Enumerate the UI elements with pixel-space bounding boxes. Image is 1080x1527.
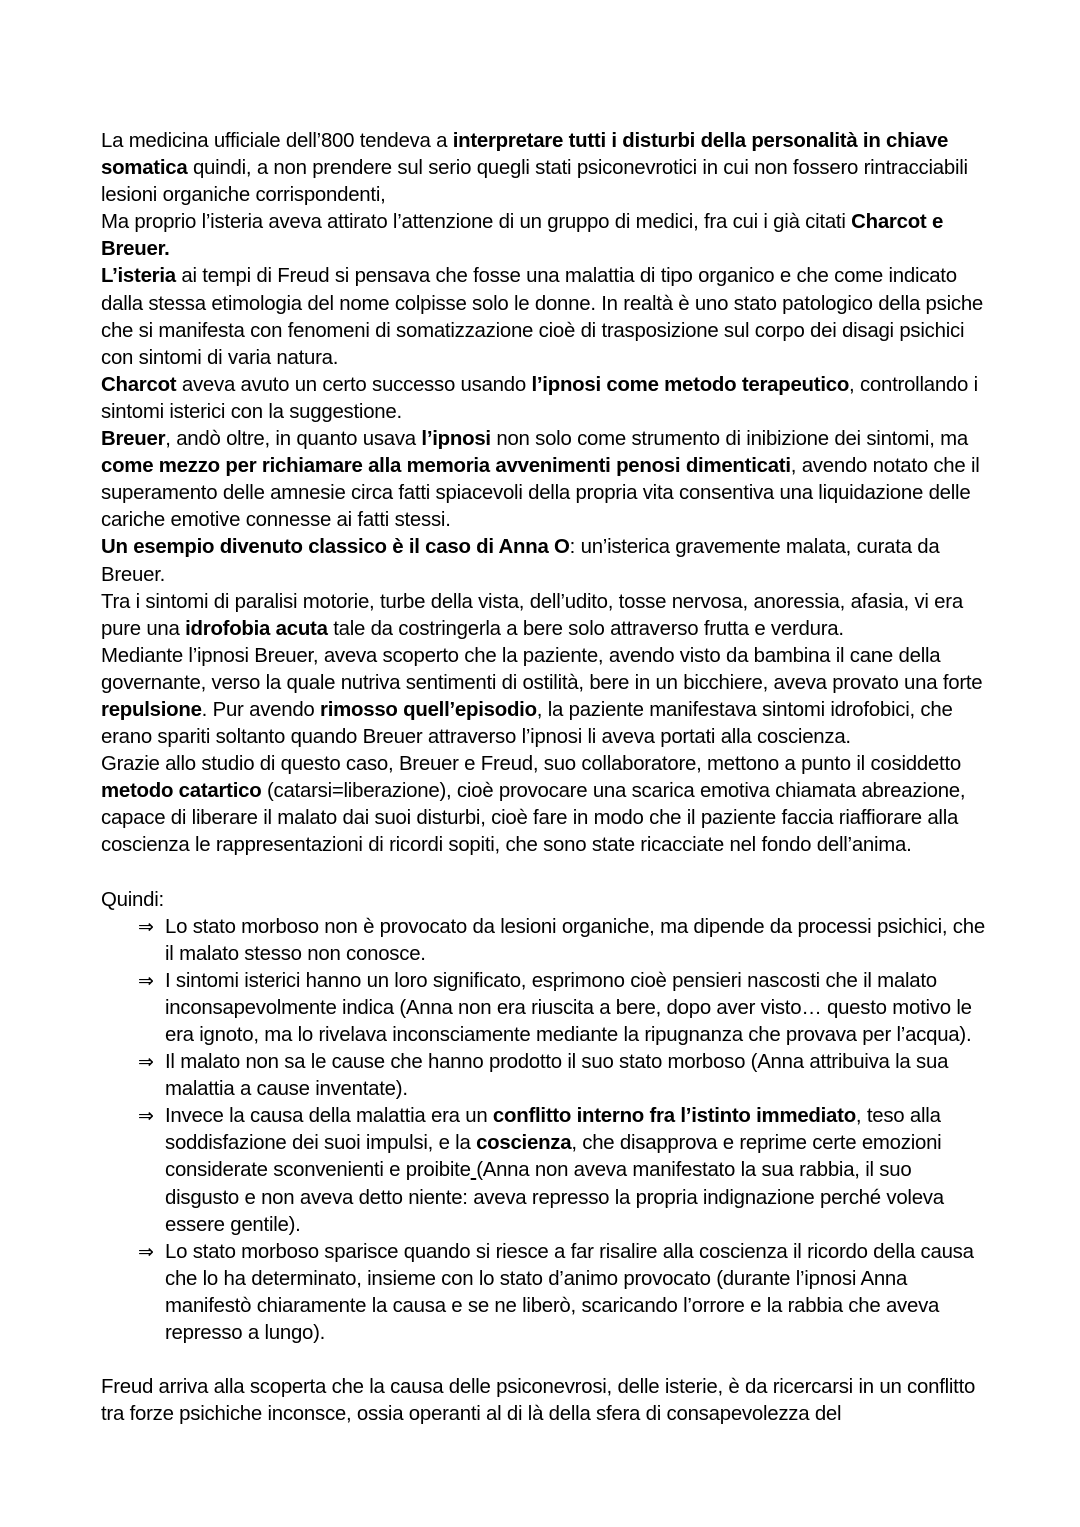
text-run: aveva avuto un certo successo usando [176, 373, 532, 396]
paragraph-p2 [101, 209, 985, 263]
emphasis-run: rimosso quell’episodio [320, 698, 537, 721]
text-run: non solo come strumento di inibizione dei sintomi, ma [490, 428, 968, 451]
list-item-text [165, 1051, 948, 1100]
text-run: I sintomi isterici hanno un loro significato, esprimono cioè pensieri nascosti che il malato inconsapevolmente indica (Anna non era riuscita a bere, dopo aver visto… questo motivo le era ignoto, ma lo rivelava inconsciamente mediante la ripugnanza che provava per l’acqua). [165, 969, 972, 1046]
text-run: Ma proprio l’isteria aveva attirato l’attenzione di un gruppo di medici, fra cui i già citati [101, 211, 852, 234]
emphasis-run: Un esempio divenuto classico è il caso di Anna O [101, 536, 570, 559]
paragraph-p1 [101, 128, 985, 209]
emphasis-run: repulsione [101, 698, 202, 721]
double-right-arrow-icon: ⇒ [138, 915, 154, 938]
list-item [101, 968, 985, 1049]
emphasis-run: Charcot [101, 373, 177, 396]
text-run: . Pur avendo [201, 698, 321, 721]
list-item-text [165, 1105, 944, 1235]
double-right-arrow-icon: ⇒ [138, 1240, 154, 1263]
paragraph-p3 [101, 263, 985, 371]
text-run: (catarsi=liberazione), cioè provocare una scarica emotiva chiamata abreazione, capace di liberare il malato dai suoi disturbi, cioè fare in modo che il paziente faccia riaffiorare alla coscienza le rappresentazioni di ricordi sopiti, che sono state ricacciate nel fondo dell’anima. [101, 780, 966, 857]
text-run: , la paziente manifestava sintomi idrofobici, che erano spariti soltanto quando Breuer attraverso l’ipnosi li aveva portati alla coscienza. [101, 698, 953, 749]
paragraph-spacer-before-list [101, 860, 985, 887]
list-item [101, 1239, 985, 1347]
conclusions-list [101, 914, 985, 1348]
list-item [101, 1049, 985, 1103]
emphasis-run: come mezzo per richiamare alla memoria avvenimenti penosi dimenticati [101, 455, 791, 478]
text-run: : un’isterica gravemente malata, curata da Breuer. [101, 536, 940, 586]
emphasis-run: L’isteria [101, 265, 176, 288]
emphasis-run: l’ipnosi come metodo terapeutico [531, 373, 850, 396]
text-run: , avendo notato che il superamento delle amnesie circa fatti spiacevoli della propria vita consentiva una liquidazione delle cariche emotive connesse ai fatti stessi. [101, 455, 980, 532]
double-right-arrow-icon: ⇒ [138, 1051, 154, 1074]
emphasis-run: interpretare tutti i disturbi della personalità in chiave somatica [101, 130, 949, 180]
text-run: ai tempi di Freud si pensava che fosse una malattia di tipo organico e che come indicato dalla stessa etimologia del nome colpisse solo le donne. In realtà è uno stato patologico della psiche che si manifesta con fenomeni di somatizzazione cioè di trasposizione sul corpo dei disagi psichici con sintomi di varia natura. [101, 265, 984, 369]
text-run: , teso alla soddisfazione dei suoi impulsi, e la [165, 1105, 941, 1155]
paragraph-p4 [101, 372, 985, 426]
list-intro-label: Quindi: [101, 888, 164, 911]
closing-paragraph [101, 1374, 985, 1428]
text-run: La medicina ufficiale dell’800 tendeva a [101, 130, 453, 152]
paragraph-p7 [101, 589, 985, 643]
emphasis-run: conflitto interno fra l’istinto immediato [492, 1105, 856, 1128]
emphasis-run: Charcot e Breuer. [101, 211, 944, 261]
text-run: Lo stato morboso sparisce quando si riesce a far risalire alla coscienza il ricordo della causa che lo ha determinato, insieme con lo stato d’animo provocato (durante l’ipnosi Anna manifestò chiaramente la causa e se ne liberò, scaricando l’orrore e la rabbia che aveva represso a lungo). [165, 1240, 974, 1345]
list-item-text [165, 970, 972, 1046]
emphasis-run: Breuer [101, 428, 166, 451]
paragraph-spacer-after-list [101, 1347, 985, 1374]
text-run: Tra i sintomi di paralisi motorie, turbe della vista, dell’udito, tosse nervosa, anoressia, afasia, vi era pure una [101, 590, 963, 640]
list-item [101, 914, 985, 968]
text-run: Lo stato morboso non è provocato da lesioni organiche, ma dipende da processi psichici, che il malato stesso non conosce. [165, 915, 985, 965]
text-run: Invece la causa della malattia era un [165, 1105, 493, 1128]
text-run: Il malato non sa le cause che hanno prodotto il suo stato morboso (Anna attribuiva la sua malattia a cause inventate). [165, 1051, 949, 1101]
paragraph-p9 [101, 751, 985, 859]
text-run: Freud arriva alla scoperta che la causa delle psiconevrosi, delle isterie, è da ricercarsi in un conflitto tra forze psichiche inconsce, ossia operanti al di là della sfera di consapevolezza del [101, 1376, 976, 1426]
text-run: , andò oltre, in quanto usava [165, 428, 422, 451]
list-item-text [165, 1241, 974, 1344]
text-run: tale da costringerla a bere solo attraverso frutta e verdura. [327, 617, 844, 640]
text-run: , che disapprova e reprime certe emozioni considerate sconvenienti e proibite [165, 1132, 942, 1182]
text-run: Mediante l’ipnosi Breuer, aveva scoperto che la paziente, avendo visto da bambina il cane della governante, verso la quale nutriva sentimenti di ostilità, bere in un bicchiere, aveva provato una forte [101, 644, 983, 694]
document-text-body [101, 128, 985, 1428]
list-item-text [165, 916, 985, 965]
double-right-arrow-icon: ⇒ [138, 969, 154, 992]
emphasis-run: coscienza [476, 1132, 572, 1155]
paragraph-p5 [101, 426, 985, 534]
text-run: Grazie allo studio di questo caso, Breuer e Freud, suo collaboratore, mettono a punto il cosiddetto [101, 753, 961, 776]
text-run: (Anna non aveva manifestato la sua rabbia, il suo disgusto e non aveva detto niente: aveva represso la propria indignazione perché voleva essere gentile). [165, 1159, 944, 1236]
text-run: quindi, a non prendere sul serio quegli stati psiconevrotici in cui non fossero rintracciabili lesioni organiche corrispondenti, [101, 157, 968, 207]
paragraph-p8 [101, 643, 985, 751]
paragraph-block [101, 128, 985, 860]
list-item [101, 1103, 985, 1238]
text-run: , controllando i sintomi isterici con la suggestione. [101, 373, 978, 423]
emphasis-run: idrofobia acuta [185, 617, 328, 640]
double-right-arrow-icon: ⇒ [138, 1105, 154, 1128]
paragraph-p6 [101, 534, 985, 588]
emphasis-run: metodo catartico [101, 780, 262, 803]
emphasis-run: l’ipnosi [421, 428, 491, 451]
